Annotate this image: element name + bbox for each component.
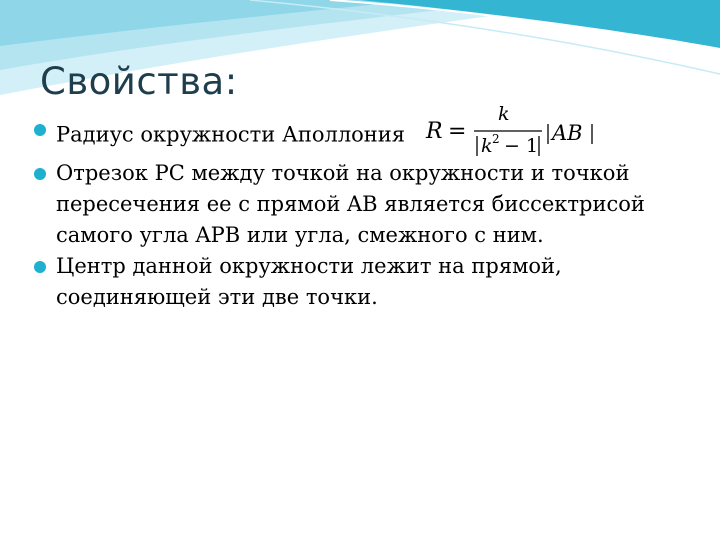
bullet-dot-icon: [34, 124, 46, 136]
bullet-item-radius: [34, 103, 684, 158]
formula-numerator: k: [497, 103, 510, 125]
bullet-dot-icon: [34, 168, 46, 180]
bullet-text-center: Центр данной окружности лежит на прямой, соединяющей эти две точки.: [56, 254, 562, 309]
formula-denominator-rest: − 1: [503, 135, 538, 157]
bullet-list: [34, 103, 684, 313]
formula-denominator-exponent: 2: [491, 132, 500, 146]
bullet-text-radius: Радиус окружности Аполлония: [56, 122, 406, 147]
bullet-text-segment-pc: Отрезок PC между точкой на окружности и точкой пересечения ее с прямой AB является биссектрисой самого угла APB или угла, смежного с ним.: [56, 161, 645, 247]
radius-formula: [424, 100, 624, 158]
formula-factor: AB: [551, 121, 583, 145]
formula-equals: =: [447, 119, 467, 144]
formula-denominator-base: k: [480, 135, 493, 157]
bullet-item-segment-pc: [34, 158, 684, 251]
bullet-item-center: [34, 251, 684, 313]
slide-title: Свойства:: [40, 60, 238, 103]
bullet-dot-icon: [34, 261, 46, 273]
formula-lhs: R: [425, 119, 443, 144]
